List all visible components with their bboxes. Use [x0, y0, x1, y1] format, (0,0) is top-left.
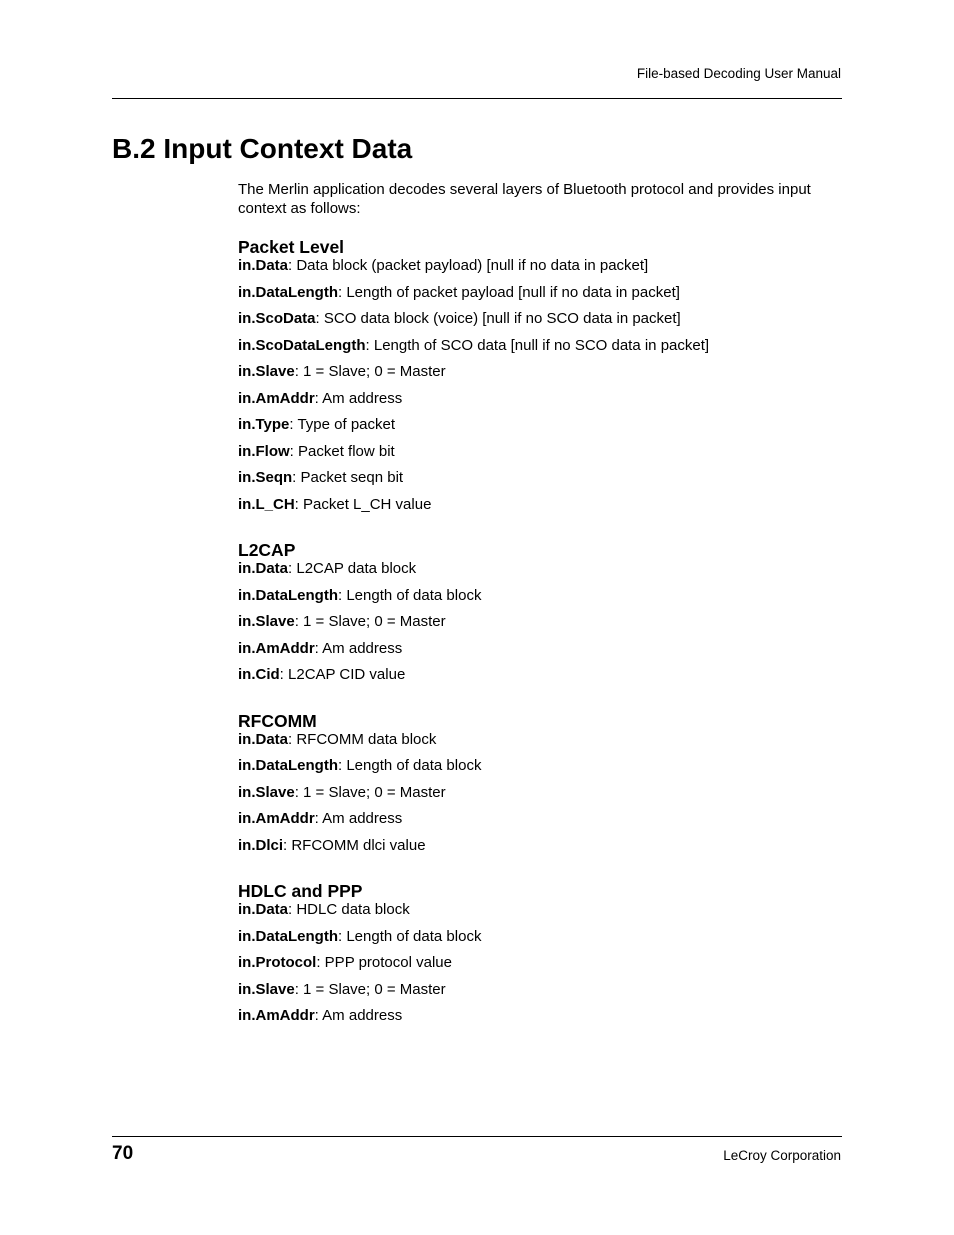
field-description: : Am address	[314, 1007, 403, 1024]
field-row	[238, 783, 842, 810]
field-description: : L2CAP data block	[288, 560, 417, 577]
field-description: : Am address	[314, 639, 403, 657]
field-description: : PPP protocol value	[316, 954, 452, 971]
section-heading: RFCOMM	[238, 710, 317, 731]
field-name: in.AmAddr	[238, 639, 315, 657]
header-rule	[112, 98, 842, 99]
field-row	[238, 362, 842, 389]
field-name: in.Type	[238, 416, 290, 433]
field-description: : SCO data block (voice) [null if no SCO data in packet]	[315, 310, 681, 327]
footer-rule	[112, 1136, 842, 1137]
section-heading: Packet Level	[238, 237, 345, 257]
running-header: File-based Decoding User Manual	[636, 66, 841, 81]
field-row	[238, 309, 842, 336]
main-content	[238, 180, 842, 1033]
field-name: in.AmAddr	[238, 810, 315, 827]
field-name: in.AmAddr	[238, 389, 315, 407]
field-description: : Length of data block	[338, 757, 482, 774]
field-row	[238, 730, 842, 757]
field-name: in.AmAddr	[238, 1007, 315, 1024]
field-row	[238, 665, 842, 692]
field-description: : Am address	[314, 389, 403, 407]
section-heading: L2CAP	[238, 540, 296, 560]
field-name: in.Data	[238, 257, 289, 274]
field-row	[238, 495, 842, 522]
field-name: in.DataLength	[238, 586, 338, 604]
section	[238, 882, 842, 1033]
field-row	[238, 809, 842, 836]
field-description: : Length of packet payload [null if no data in packet]	[338, 283, 680, 301]
field-name: in.DataLength	[238, 757, 338, 774]
field-row	[238, 389, 842, 416]
field-row	[238, 836, 842, 863]
field-description: : 1 = Slave; 0 = Master	[294, 980, 446, 998]
field-name: in.DataLength	[238, 283, 338, 301]
field-row	[238, 415, 842, 442]
field-name: in.Data	[238, 730, 289, 748]
field-name: in.Cid	[238, 666, 280, 683]
field-row	[238, 980, 842, 1007]
field-name: in.Slave	[238, 783, 295, 801]
field-row	[238, 442, 842, 469]
field-row	[238, 586, 842, 613]
field-description: : Length of data block	[338, 586, 482, 604]
field-row	[238, 900, 842, 927]
field-row	[238, 1006, 842, 1033]
field-description: : Am address	[314, 810, 403, 827]
field-description: : Packet flow bit	[289, 442, 395, 460]
field-description: : Packet L_CH value	[294, 495, 432, 513]
field-name: in.Seqn	[238, 469, 293, 486]
field-name: in.ScoDataLength	[238, 336, 366, 354]
field-description: : L2CAP CID value	[279, 666, 406, 683]
field-row	[238, 559, 842, 586]
field-name: in.Flow	[238, 442, 290, 460]
field-row	[238, 336, 842, 363]
field-row	[238, 639, 842, 666]
section	[238, 238, 842, 521]
field-name: in.ScoData	[238, 310, 316, 327]
field-description: : RFCOMM data block	[288, 730, 437, 748]
field-name: in.Protocol	[238, 954, 317, 971]
field-row	[238, 612, 842, 639]
field-description: : Packet seqn bit	[292, 469, 404, 486]
field-description: : 1 = Slave; 0 = Master	[294, 613, 446, 630]
field-name: in.Slave	[238, 613, 295, 630]
field-name: in.Dlci	[238, 836, 284, 854]
section	[238, 712, 842, 863]
section	[238, 541, 842, 692]
field-row	[238, 283, 842, 310]
field-description: : RFCOMM dlci value	[283, 836, 426, 854]
field-name: in.Slave	[238, 363, 295, 380]
field-row	[238, 953, 842, 980]
field-description: : Data block (packet payload) [null if no data in packet]	[288, 257, 649, 274]
field-description: : Length of SCO data [null if no SCO data in packet]	[365, 336, 710, 354]
field-name: in.Data	[238, 560, 289, 577]
field-description: : 1 = Slave; 0 = Master	[294, 363, 446, 380]
field-name: in.DataLength	[238, 927, 338, 945]
field-description: : HDLC data block	[288, 901, 410, 918]
field-row	[238, 756, 842, 783]
page-title: B.2 Input Context Data	[112, 133, 413, 164]
page-number: 70	[112, 1143, 134, 1164]
field-row	[238, 256, 842, 283]
field-name: in.Data	[238, 901, 289, 918]
intro-paragraph: The Merlin application decodes several layers of Bluetooth protocol and provides input context as follows:	[238, 181, 811, 217]
field-name: in.Slave	[238, 980, 295, 998]
field-description: : Type of packet	[289, 416, 396, 433]
field-name: in.L_CH	[238, 495, 295, 513]
field-row	[238, 927, 842, 954]
section-heading: HDLC and PPP	[238, 881, 363, 901]
section-list	[238, 238, 842, 1033]
field-row	[238, 468, 842, 495]
running-footer: LeCroy Corporation	[723, 1148, 841, 1163]
field-description: : 1 = Slave; 0 = Master	[294, 783, 446, 801]
field-description: : Length of data block	[338, 927, 482, 945]
